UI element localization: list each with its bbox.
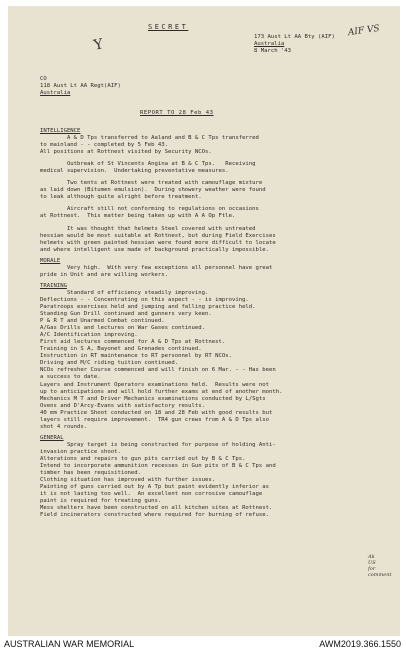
- text-line: as laid down (Bitumen emulsion). During showery weather were found: [40, 187, 266, 194]
- sender-line: 173 Aust Lt AA Bty (AIF): [254, 34, 335, 40]
- sender-block: [254, 34, 335, 55]
- text-line: Painting of guns carried out by A Tp but paint evidently inferior as: [40, 484, 270, 491]
- text-line: NCOs refresher Course commenced and will finish on 6 Mar. - - Has been: [40, 367, 276, 374]
- margin-note-line: for: [368, 566, 376, 572]
- text-line: paint is required for treating guns.: [40, 498, 162, 505]
- recipient-line: Australia: [40, 90, 71, 96]
- text-line: It was thought that helmets Steel covered with untreated: [40, 225, 256, 232]
- text-line: First aid lectures commenced for A & D Tps at Rottnest.: [40, 339, 226, 346]
- text-line: Training in S A, Bayonet and Grenades continued.: [40, 346, 202, 353]
- section-heading: GENERAL: [40, 434, 64, 441]
- text-line: Ovens and D'Arcy-Evans with satisfactory results.: [40, 402, 206, 409]
- text-line: Layers and Instrument Operators examinations held. Results were not: [40, 381, 270, 388]
- text-line: Alterations and repairs to gun pits carried out by B & C Tps.: [40, 455, 246, 462]
- report-title: REPORT TO 28 Feb 43: [140, 110, 214, 116]
- text-line: helmets with green painted hessian were found more difficult to locate: [40, 239, 276, 246]
- text-line: A/C Identification improving.: [40, 332, 138, 339]
- text-line: hessian would be most suitable at Rottnest, but during Field Exercises: [40, 232, 276, 239]
- section-heading: MORALE: [40, 257, 61, 264]
- text-line: pride in Unit and are willing workers.: [40, 271, 168, 278]
- margin-note-line: US: [368, 560, 376, 566]
- text-line: A & D Tps transferred to Aaland and B & C Tps transferred: [40, 135, 259, 142]
- archive-footer: [0, 636, 407, 653]
- text-line: timber has been requisitioned.: [40, 470, 142, 477]
- text-line: Instruction in RT maintenance to RT personnel by RT NCOs.: [40, 353, 232, 360]
- text-line: Paratroops exercises held and jumping and falling practice held.: [40, 303, 256, 310]
- text-line: Standing Gun Drill continued and gunners very keen.: [40, 311, 212, 318]
- text-line: it is not lasting too well. An excellent non corrosive camouflage: [40, 491, 263, 498]
- text-line: Driving and M/C riding tuition continued.: [40, 360, 179, 367]
- margin-note-line: Ak: [368, 554, 375, 560]
- text-line: Mechanics M T and Driver Mechanics examinations conducted by L/Sgts: [40, 395, 266, 402]
- sender-line: Australia: [254, 41, 285, 47]
- text-line: A/Gas Drills and lectures on War Gases continued.: [40, 325, 206, 332]
- text-line: P & R T and Unarmed Combat continued.: [40, 318, 165, 325]
- handwritten-reference: AIF VS: [347, 23, 381, 39]
- text-line: Standard of efficiency steadily improving.: [40, 289, 209, 296]
- recipient-line: 118 Aust Lt AA Regt(AIF): [40, 83, 121, 89]
- text-line: All positions at Rottnest visited by Security NCOs.: [40, 149, 212, 156]
- recipient-line: CO: [40, 76, 47, 82]
- document-body: [8, 6, 400, 636]
- text-line: to mainland - - completed by 5 Feb 43.: [40, 142, 168, 149]
- text-line: up to anticipations and will hold further exams at end of another month.: [40, 388, 283, 395]
- handwritten-mark: Y: [92, 36, 105, 54]
- text-line: Field incinerators constructed where required for burning of refuse.: [40, 512, 270, 519]
- text-line: Mess shelters have been constructed on all kitchen sites at Rottnest.: [40, 505, 273, 512]
- report-section: [40, 258, 390, 279]
- text-line: at Rottnest. This matter being taken up with A A Op Ftle.: [40, 213, 236, 220]
- text-line: Spray target is being constructed for purpose of holding Anti-: [40, 441, 276, 448]
- text-line: Two tents at Rottnest were treated with camouflage mixture: [40, 180, 263, 187]
- text-line: Outbreak of St Vincents Angina at B & C Tps. Receiving: [40, 161, 256, 168]
- text-line: Aircraft still not conforming to regulations on occasions: [40, 206, 259, 213]
- section-heading: TRAINING: [40, 282, 67, 289]
- text-line: Very high. With very few exceptions all personnel have great: [40, 264, 273, 271]
- archive-reference: AWM2019.366.1550: [319, 639, 401, 649]
- text-line: to leak although quite alright before treatment.: [40, 194, 202, 201]
- recipient-block: [40, 76, 121, 97]
- text-line: and where intelligent use made of background practically impossible.: [40, 246, 270, 253]
- sender-line: 8 March '43: [254, 48, 292, 54]
- classification-stamp: SECRET: [148, 23, 189, 31]
- section-heading: INTELLIGENCE: [40, 128, 81, 134]
- report-section: [40, 283, 390, 431]
- text-line: Deflections - - Concentrating on this aspect - - is improving.: [40, 296, 249, 303]
- text-line: a success to date.: [40, 374, 101, 381]
- text-line: Clothing situation has improved with further issues.: [40, 477, 216, 484]
- document-page: [8, 6, 400, 636]
- text-line: 40 mm Practice Shoot conducted on 18 and 28 Feb with good results but: [40, 409, 273, 416]
- text-line: shot 4 rounds.: [40, 423, 88, 430]
- report-section: [40, 435, 390, 520]
- text-line: medical supervision. Undertaking preventative measures.: [40, 168, 229, 175]
- archive-name: AUSTRALIAN WAR MEMORIAL: [4, 639, 135, 649]
- report-sections: [40, 124, 390, 519]
- margin-note: [368, 554, 394, 578]
- report-section: [40, 128, 390, 254]
- text-line: invasion practice shoot.: [40, 448, 121, 455]
- margin-note-line: comment: [368, 572, 392, 578]
- text-line: layers still require improvement. TR4 gun crews from A & D Tps also: [40, 416, 270, 423]
- text-line: Intend to incorporate ammunition recesses in Gun pits of B & C Tps and: [40, 463, 276, 470]
